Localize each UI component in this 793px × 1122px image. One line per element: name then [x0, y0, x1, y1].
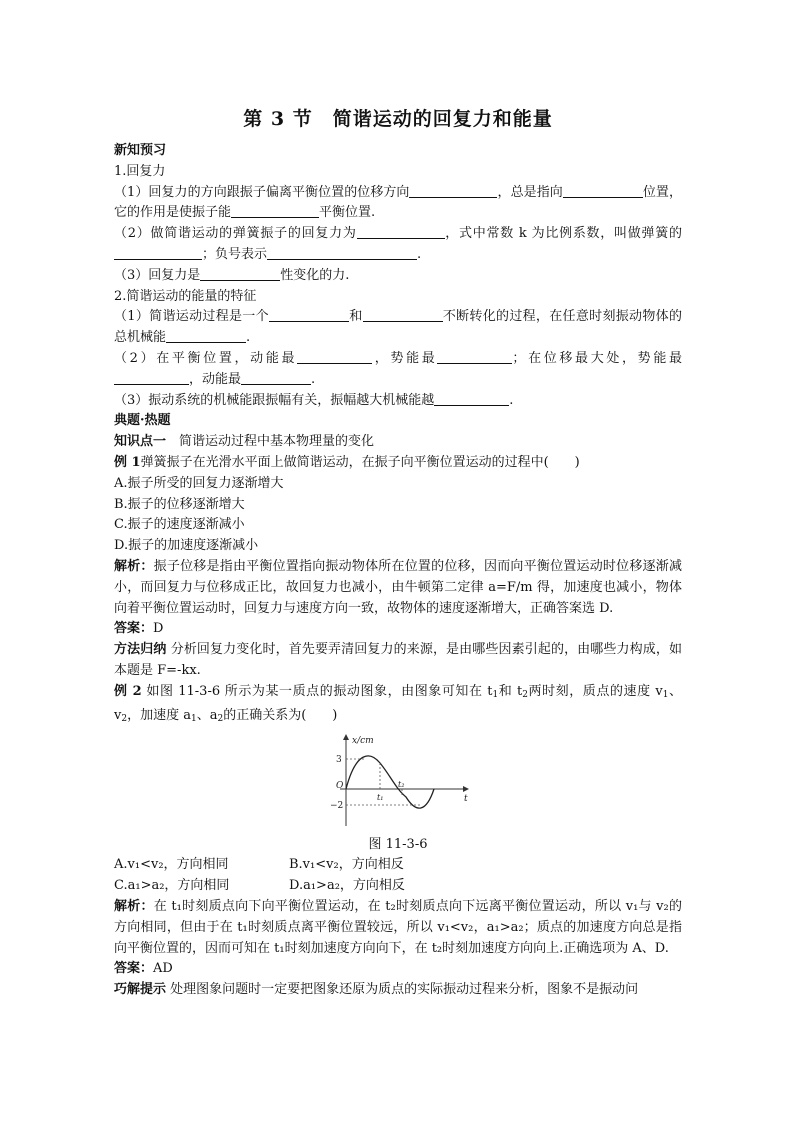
- option-c: C.振子的速度逐渐减小: [114, 517, 245, 533]
- options-row: [114, 855, 682, 876]
- blank-field[interactable]: [231, 203, 319, 218]
- knowledge-point: 知识点一 简谐运动过程中基本物理量的变化: [114, 434, 375, 450]
- section-heading-examples: 典题·热题: [114, 413, 171, 429]
- example-1-question: 例 1弹簧振子在光滑水平面上做简谐运动，在振子向平衡位置运动的过程中( ): [114, 454, 580, 470]
- paragraph: （3）振动系统的机械能跟振幅有关，振幅越大机械能越 .: [114, 392, 514, 408]
- tick-label: −2: [330, 801, 344, 812]
- blank-field[interactable]: [166, 328, 246, 343]
- paragraph: （1）回复力的方向跟振子偏离平衡位置的位移方向 ，总是指向 位置，它的作用是使振子能 平衡位置.: [114, 184, 682, 221]
- paragraph: （2）做简谐运动的弹簧振子的回复力为 ，式中常数 k 为比例系数，叫做弹簧的；负号表示 .: [114, 226, 682, 262]
- blank-field[interactable]: [357, 224, 445, 239]
- blank-field[interactable]: [563, 183, 643, 198]
- blank-field[interactable]: [409, 183, 497, 198]
- example-2-question: 例 2 如图 11-3-6 所示为某一质点的振动图象，由图象可知在 $t_1$和 $t_2$两时刻，质点的速度 $v_1$、$v_2$，加速度 $a_1$、$a_2$的正确关系为( ): [114, 683, 682, 724]
- option-d: D.振子的加速度逐渐减小: [114, 538, 259, 554]
- example-1-answer: 答案：D: [114, 621, 164, 637]
- blank-field[interactable]: [114, 245, 202, 260]
- subheading-restoring-force: 1.回复力: [114, 163, 166, 179]
- example-2-answer: 答案：AD: [114, 961, 173, 977]
- option-b: B.v₁<v₂，方向相反: [289, 857, 404, 873]
- sine-curve: [346, 756, 434, 808]
- origin-label: O: [336, 781, 344, 792]
- tick-label: 3: [336, 755, 342, 766]
- vibration-graph: [114, 731, 682, 835]
- blank-field[interactable]: [269, 307, 349, 322]
- paragraph: （2）在平衡位置，动能最 ，势能最 ；在位移最大处，势能最，动能最 .: [114, 350, 682, 387]
- blank-field[interactable]: [200, 266, 280, 281]
- t2-label: t₂: [398, 780, 405, 790]
- paragraph: （3）回复力是 性变化的力.: [114, 267, 350, 283]
- y-axis-label: x/cm: [352, 736, 374, 747]
- section-heading-preview: 新知预习: [114, 143, 167, 158]
- method-summary: 方法归纳 分析回复力变化时，首先要弄清回复力的来源，是由哪些因素引起的，由哪些力构成，如本题是 F=-kx.: [114, 642, 682, 678]
- solving-tip: 巧解提示 处理图象问题时一定要把图象还原为质点的实际振动过程来分析，图象不是振动问: [114, 982, 639, 998]
- option-a: A.v₁<v₂，方向相同: [114, 857, 229, 873]
- option-c: C.a₁>a₂，方向相同: [114, 878, 230, 894]
- paragraph: （1）简谐运动过程是一个 和 不断转化的过程，在任意时刻振动物体的总机械能 .: [114, 309, 682, 346]
- page-title: 第 3 节 简谐运动的回复力和能量: [243, 108, 553, 130]
- example-2-analysis: 解析：在 t₁时刻质点向下向平衡位置运动，在 t₂时刻质点向下远离平衡位置运动，所以 v₁与 v₂的方向相同，但由于在 t₁时刻质点离平衡位置较远，所以 v₁<v₂，a₁>a₂；质点的加速度方向总是指向平衡位置的，因而可知在 t₁时刻加速度方向向下，在 t₂时刻加速度方向向上.正确选项为 A、D.: [114, 898, 682, 956]
- figure-caption: 图 11-3-6: [368, 837, 428, 853]
- option-b: B.振子的位移逐渐增大: [114, 496, 245, 512]
- blank-field[interactable]: [241, 370, 311, 385]
- blank-field[interactable]: [114, 370, 189, 385]
- blank-field[interactable]: [297, 349, 372, 364]
- option-a: A.振子所受的回复力逐渐增大: [114, 475, 284, 491]
- document-page: [114, 104, 682, 1001]
- subheading-energy: 2.简谐运动的能量的特征: [114, 288, 257, 304]
- vibration-graph-svg: [318, 731, 478, 831]
- x-axis-label: t: [464, 794, 468, 805]
- blank-field[interactable]: [363, 307, 443, 322]
- blank-field[interactable]: [434, 391, 509, 406]
- example-1-analysis: 解析：振子位移是指由平衡位置指向振动物体所在位置的位移，因而向平衡位置运动时位移逐渐减小，而回复力与位移成正比，故回复力也减小，由牛顿第二定律 a=F/m 得，加速度也减小，物体向着平衡位置运动时，回复力与速度方向一致，故物体的速度逐渐增大，正确答案选 D.: [114, 558, 682, 616]
- blank-field[interactable]: [437, 349, 512, 364]
- t1-label: t₁: [377, 793, 384, 803]
- option-d: D.a₁>a₂，方向相反: [289, 878, 405, 894]
- options-row: [114, 876, 682, 897]
- blank-field[interactable]: [267, 245, 417, 260]
